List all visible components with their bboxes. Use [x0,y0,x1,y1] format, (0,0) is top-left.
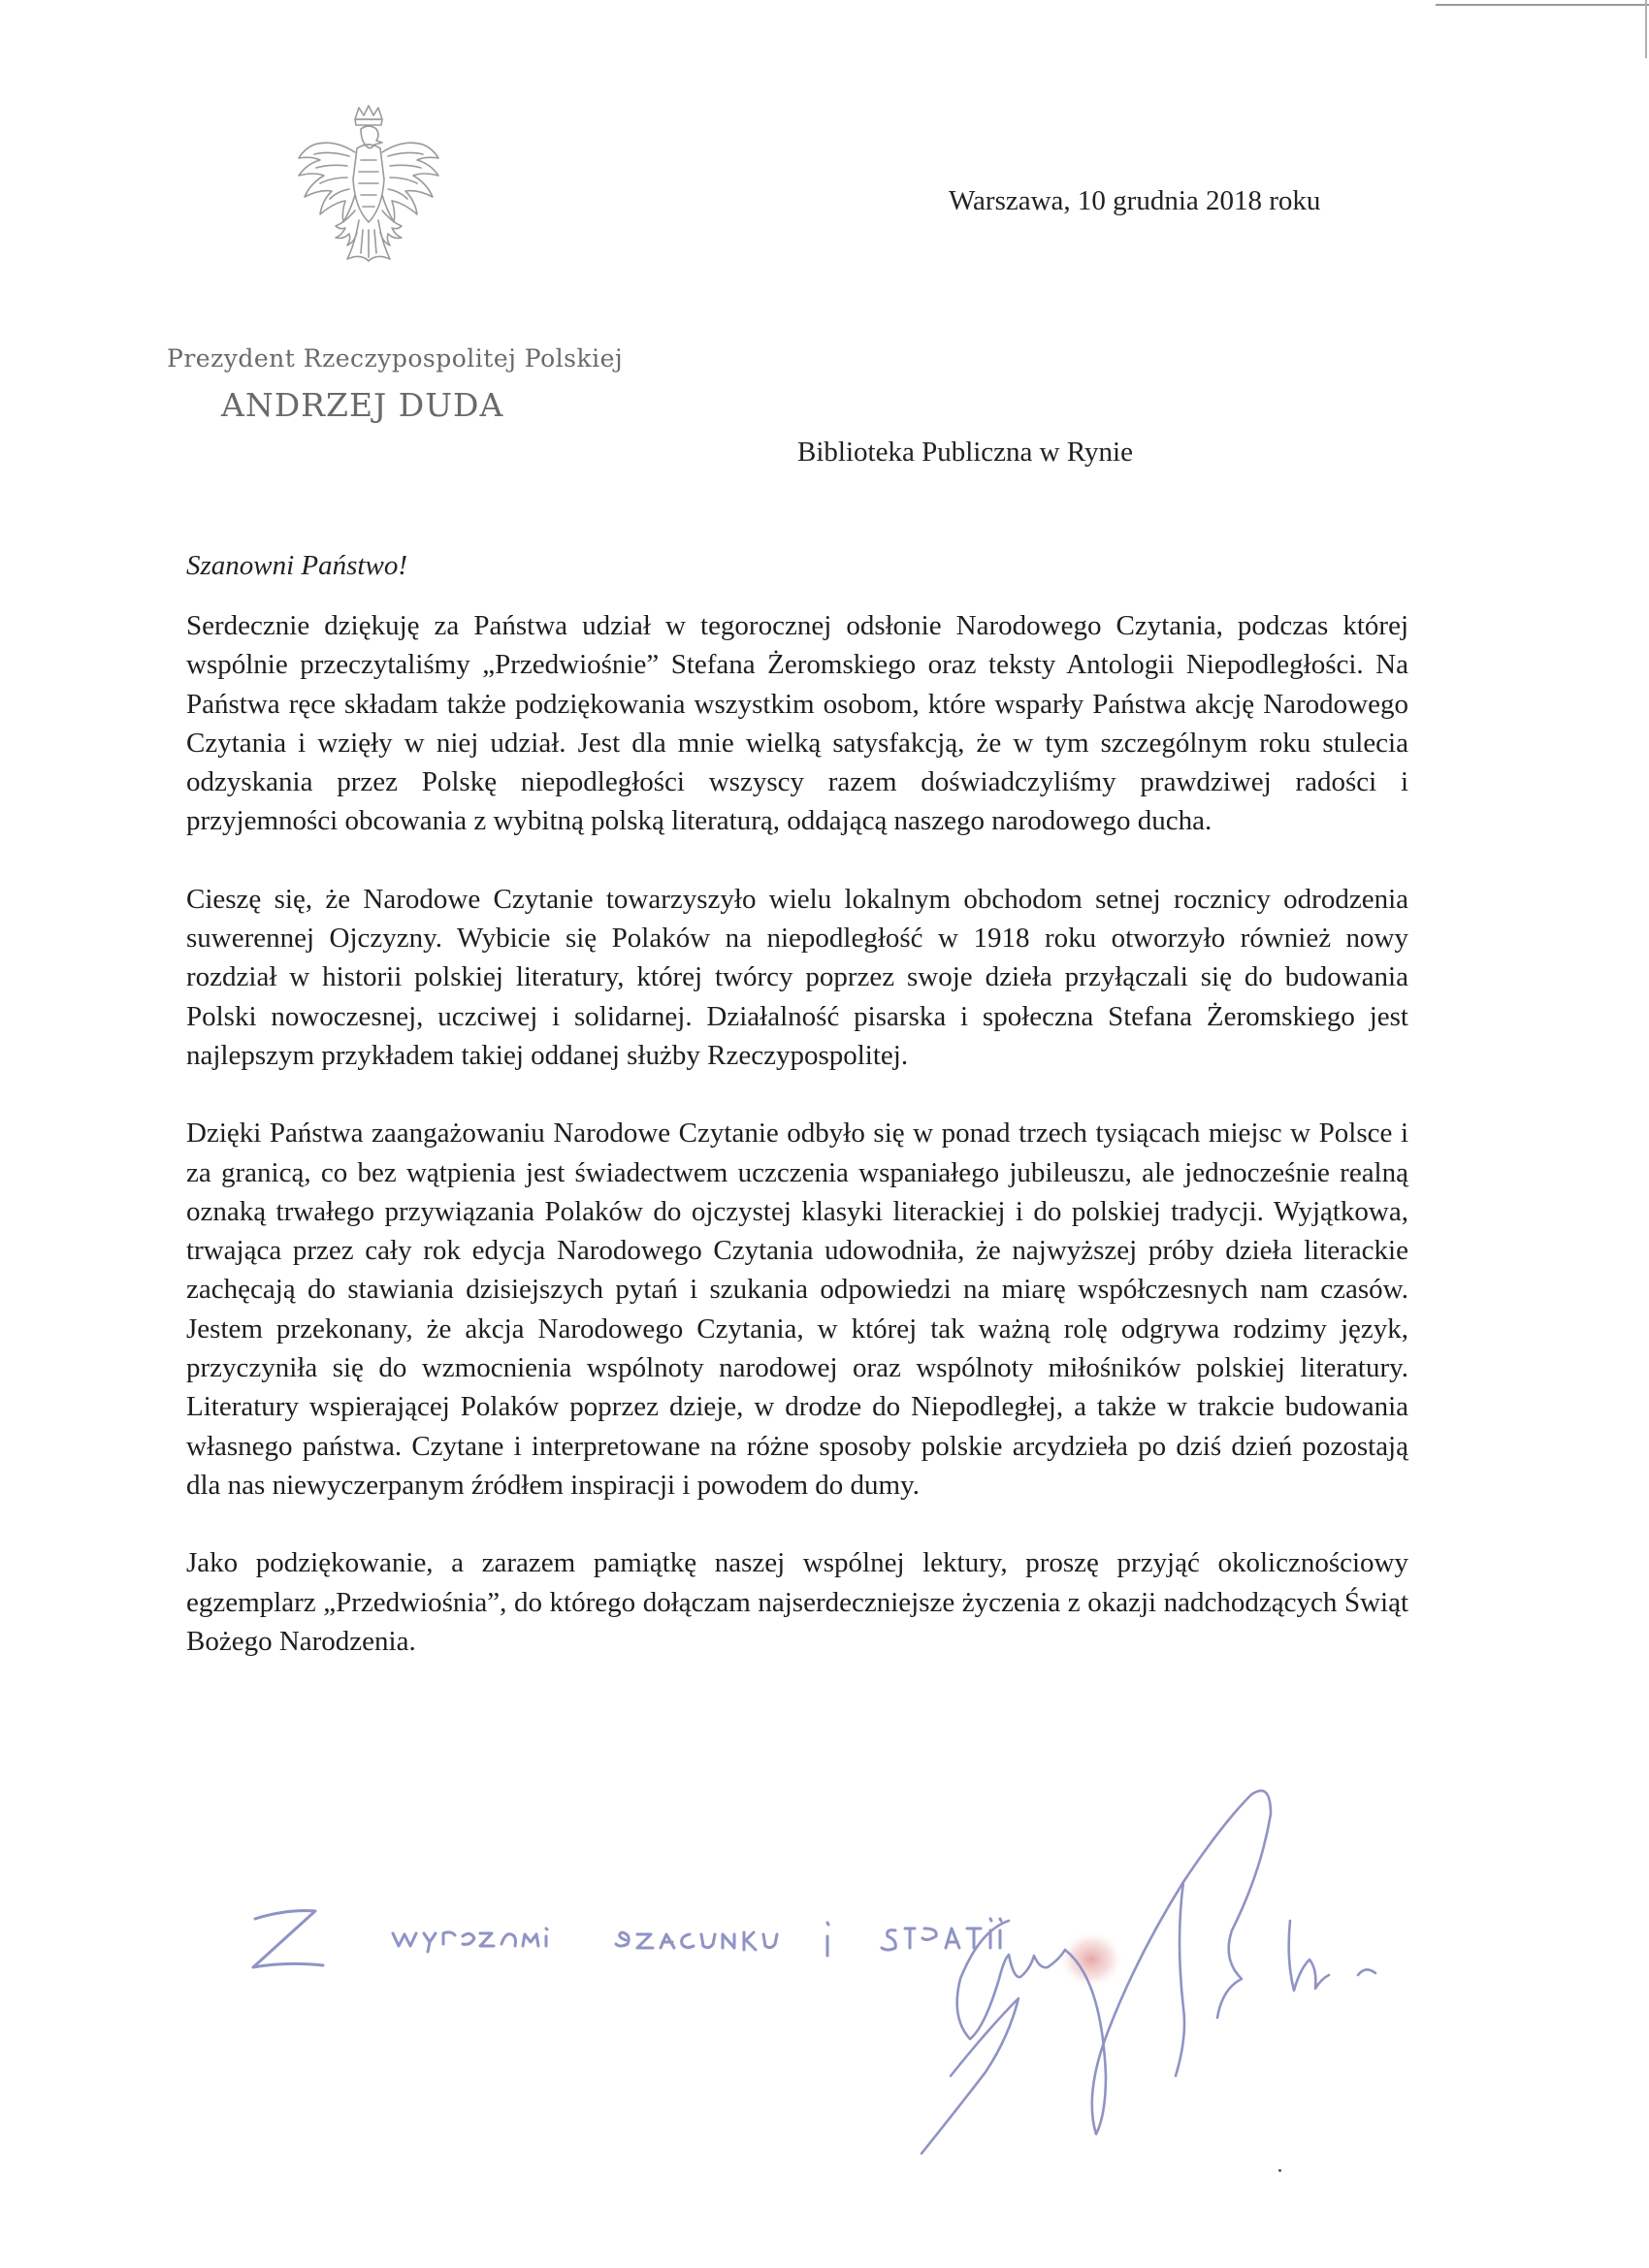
paragraph-3: Dzięki Państwa zaangażowaniu Narodowe Czytanie odbyło się w ponad trzech tysiącach miejsc w Polsce i za granicą, co bez wątpienia jest świadectwem uczczenia wspaniałego jubileuszu, ale jednocześnie realną oznaką trwałego przywiązania Polaków do ojczystej klasyki literackiej i do polskiej tradycji. Wyjątkowa, trwająca przez cały rok edycja Narodowego Czytania udowodniła, że najwyższej próby dzieła literackie zachęcają do stawiania dzisiejszych pytań i szukania odpowiedzi na miarę współczesnych nam czasów. Jestem przekonany, że akcja Narodowego Czytania, w której tak ważną rolę odgrywa rodzimy język, przyczyniła się do wzmocnienia wspólnoty narodowej oraz wspólnoty miłośników polskiej literatury. Literatury wspierającej Polaków poprzez dzieje, w drodze do Niepodległej, a także w trakcie budowania własnego państwa. Czytane i interpretowane na różne sposoby polskie arcydzieła po dziś dzień pozostają dla nas niewyczerpanym źródłem inspiracji i powodem do dumy. [186,1118,1408,1501]
scan-edge-right [1645,0,1647,58]
scan-edge-top [1436,4,1649,6]
letter-body [186,606,1408,1700]
scan-speck [1278,2169,1281,2172]
signature [815,1785,1445,2192]
letterhead-name: ANDRZEJ DUDA [221,386,504,424]
date-line: Warszawa, 10 grudnia 2018 roku [949,185,1321,216]
recipient: Biblioteka Publiczna w Rynie [797,437,1133,468]
letterhead-office: Prezydent Rzeczypospolitej Polskiej [167,344,624,373]
paragraph-4: Jako podziękowanie, a zarazem pamiątkę naszej wspólnej lektury, proszę przyjąć okolicznościowy egzemplarz „Przedwiośnia”, do którego dołączam najserdeczniejsze życzenia z okazji nadchodzących Świąt Bożego Narodzenia. [186,1547,1408,1657]
paragraph-2: Cieszę się, że Narodowe Czytanie towarzyszyło wielu lokalnym obchodom setnej rocznicy odrodzenia suwerennej Ojczyzny. Wybicie się Polaków na niepodległość w 1918 roku otworzyło również nowy rozdział w historii polskiej literatury, której twórcy poprzez swoje dzieła przyłączali się do budowania Polski nowoczesnej, uczciwej i solidarnej. Działalność pisarska i społeczna Stefana Żeromskiego jest najlepszym przykładem takiej oddanej służby Rzeczypospolitej. [186,883,1408,1071]
eagle-emblem-icon [291,102,446,296]
salutation: Szanowni Państwo! [186,550,407,581]
paragraph-1: Serdecznie dziękuję za Państwa udział w tegorocznej odsłonie Narodowego Czytania, podczas której wspólnie przeczytaliśmy „Przedwiośnie” Stefana Żeromskiego oraz teksty Antologii Niepodległości. Na Państwa ręce składam także podziękowania wszystkim osobom, które wsparły Państwa akcję Narodowego Czytania i wzięły w niej udział. Jest dla mnie wielką satysfakcją, że w tym szczególnym roku stulecia odzyskania przez Polskę niepodległości wszyscy razem doświadczyliśmy prawdziwej radości i przyjemności obcowania z wybitną polską literaturą, oddającą naszego narodowego ducha. [186,610,1408,837]
